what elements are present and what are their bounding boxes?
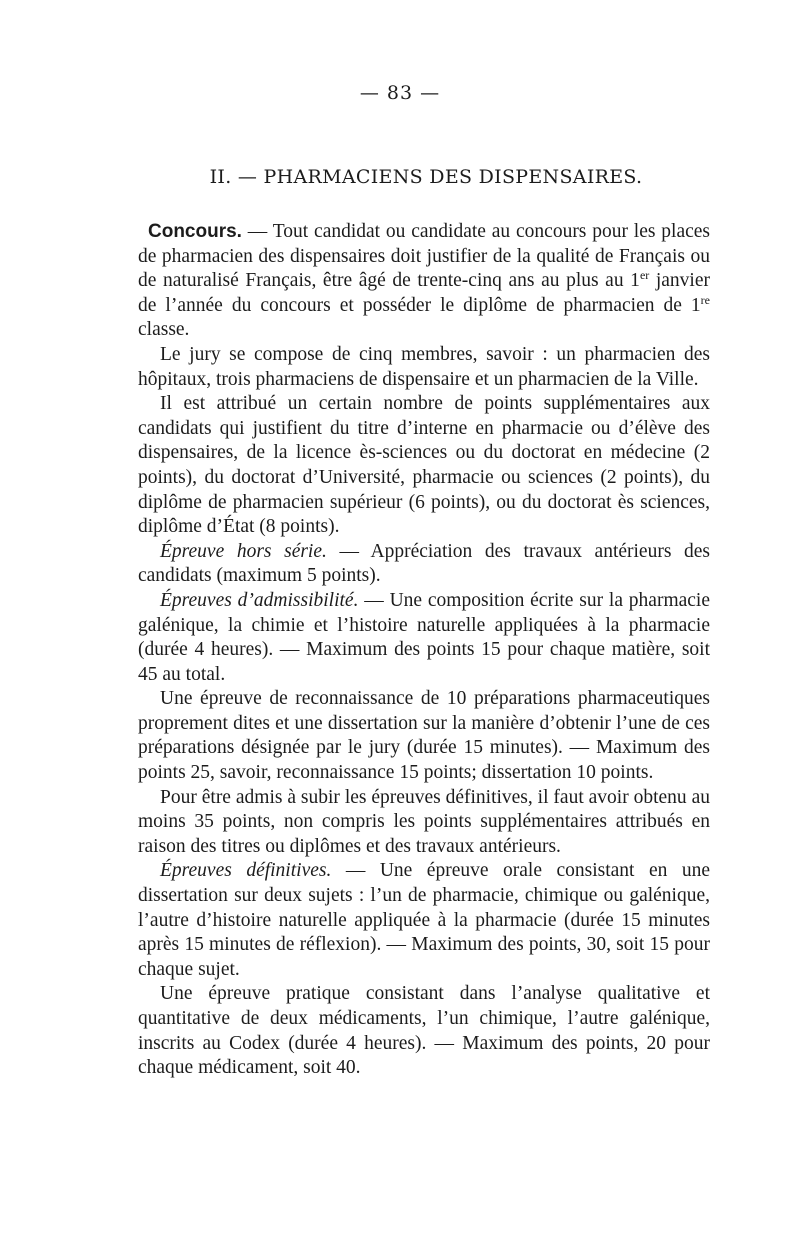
- body-text: [138, 220, 710, 1081]
- superscript: er: [639, 268, 650, 283]
- paragraph-text: — Une composition écrite sur la pharmacie galénique, la chimie et l’histoire naturelle appliquées à la pharmacie (durée 4 heures). — Maximum des points 15 pour chaque matière, soit 45 au total.: [138, 589, 710, 685]
- page-number: — 83 —: [359, 82, 441, 104]
- paragraph-points-supplementaires: Il est attribué un certain nombre de points supplémentaires aux candidats qui justifient du titre d’interne en pharmacie ou d’élève des dispensaires, de la licence ès-sciences ou du doctorat en médecine (2 points), du doctorat d’Université, pharmacie ou sciences (2 points), du diplôme de pharmacien supérieur (6 points), ou du doctorat ès sciences, diplôme d’État (8 points).: [138, 393, 710, 538]
- paragraph-epreuve-hors-serie: [138, 540, 710, 589]
- paragraph-epreuves-admissibilite: [138, 589, 710, 687]
- paragraph-lead: Épreuves d’admissibilité.: [160, 589, 359, 611]
- paragraph-text: janvier de l’année du concours et posséder le diplôme de pharmacien de 1: [138, 270, 711, 316]
- paragraph-jury: Le jury se compose de cinq membres, savoir : un pharmacien des hôpitaux, trois pharmaciens de dispensaire et un pharmacien de la Ville.: [138, 343, 710, 390]
- paragraph-text: — Appréciation des travaux antérieurs des candidats (maximum 5 points).: [138, 540, 710, 587]
- paragraph-epreuve-pratique: Une épreuve pratique consistant dans l’analyse qualitative et quantitative de deux médicaments, l’un chimique, l’autre galénique, inscrits au Codex (durée 4 heures). — Maximum des points, 20 pour chaque médicament, soit 40.: [138, 983, 710, 1079]
- paragraph-text: — Tout candidat ou candidate au concours pour les places de pharmacien des dispensaires doit justifier de la qualité de Français ou de naturalisé Français, être âgé de trente-cinq ans au plus au 1: [138, 221, 710, 292]
- paragraph-lead: Épreuves définitives.: [160, 860, 332, 882]
- paragraph-reconnaissance: Une épreuve de reconnaissance de 10 préparations pharmaceutiques proprement dites et une dissertation sur la manière d’obtenir l’une de ces préparations désignée par le jury (durée 15 minutes). — Maximum des points 25, savoir, reconnaissance 15 points; dissertation 10 points.: [138, 688, 710, 784]
- paragraph-lead: Épreuve hors série.: [160, 540, 327, 562]
- paragraph-text: classe.: [138, 319, 190, 341]
- paragraph-epreuves-definitives: [138, 859, 710, 982]
- paragraph-text: — Une épreuve orale consistant en une dissertation sur deux sujets : l’un de pharmacie, chimique ou galénique, l’autre d’histoire naturelle appliquée à la pharmacie (durée 15 minutes après 15 minutes de réflexion). — Maximum des points, 30, soit 15 pour chaque sujet.: [138, 860, 710, 980]
- paragraph-concours: [138, 220, 710, 343]
- section-title: II. — PHARMACIENS DES DISPENSAIRES.: [209, 166, 643, 188]
- paragraph-lead: Concours.: [148, 221, 242, 242]
- superscript: re: [700, 292, 710, 307]
- paragraph-admis: Pour être admis à subir les épreuves définitives, il faut avoir obtenu au moins 35 points, non compris les points supplémentaires attribués en raison des titres ou diplômes et des travaux antérieurs.: [138, 786, 710, 857]
